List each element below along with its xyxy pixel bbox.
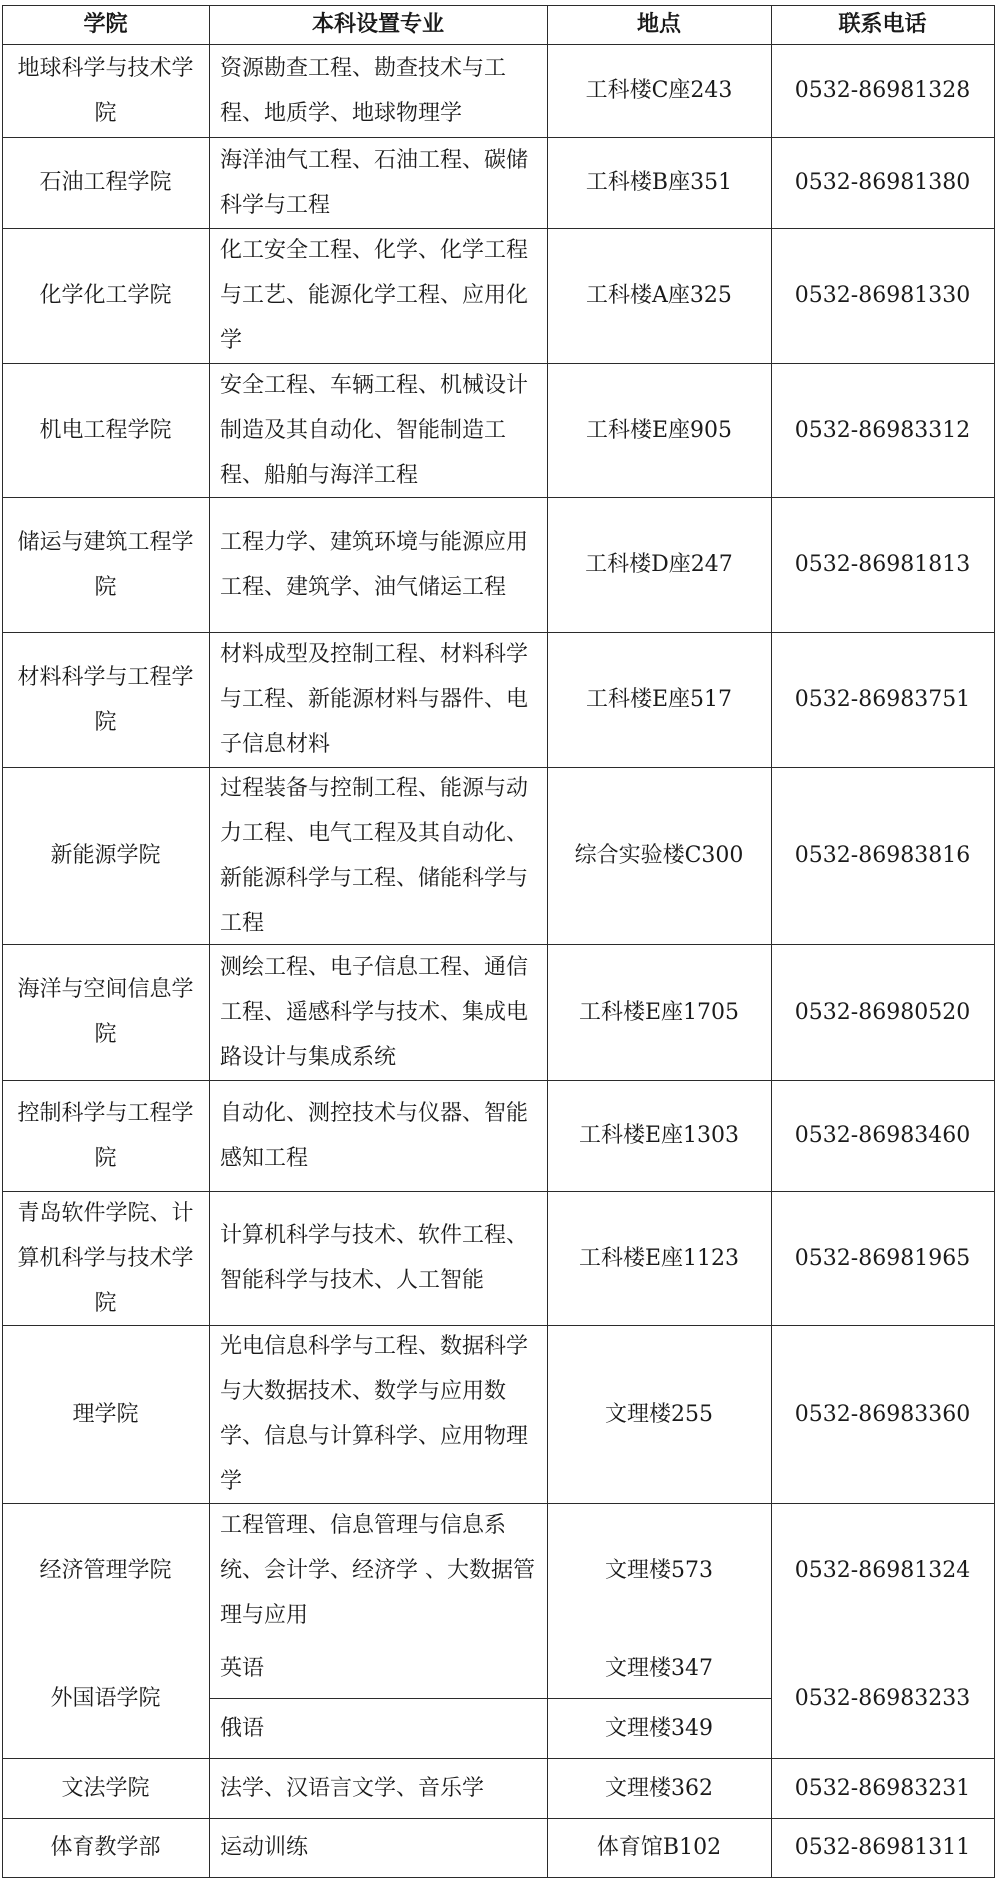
phone-cell (771, 1191, 994, 1325)
majors-text: 化工安全工程、化学、化学工程与工艺、能源化学工程、应用化学 (220, 238, 529, 353)
location-cell (547, 1698, 771, 1758)
header-location-text: 地点 (636, 11, 681, 37)
majors-text: 工程力学、建筑环境与能源应用工程、建筑学、油气储运工程 (220, 529, 529, 600)
majors-cell (209, 1818, 547, 1877)
majors-cell (209, 44, 547, 137)
phone-cell (771, 1638, 994, 1758)
college-name: 体育教学部 (50, 1835, 161, 1860)
majors-cell (209, 1638, 547, 1698)
majors-cell (209, 1325, 547, 1503)
college-name: 青岛软件学院、计算机科学与技术学院 (17, 1200, 194, 1316)
college-cell (2, 1503, 209, 1638)
college-cell (2, 632, 209, 767)
college-name: 理学院 (72, 1401, 139, 1427)
location-cell (547, 1638, 771, 1698)
majors-cell (209, 1503, 547, 1638)
location-text: 文理楼255 (605, 1401, 713, 1427)
header-college (2, 5, 209, 44)
location-text: 体育馆B102 (596, 1835, 722, 1860)
majors-cell (209, 137, 547, 228)
college-name: 石油工程学院 (39, 170, 172, 195)
college-cell (2, 944, 209, 1080)
location-cell (547, 1080, 771, 1191)
phone-number: 0532-86983231 (794, 1775, 971, 1801)
header-college-text: 学院 (83, 11, 128, 37)
location-text: 工科楼C座243 (585, 78, 733, 103)
college-name: 文法学院 (61, 1775, 150, 1801)
college-cell (2, 363, 209, 497)
phone-cell (771, 1080, 994, 1191)
college-cell (2, 44, 209, 137)
college-cell (2, 1818, 209, 1877)
phone-cell (771, 363, 994, 497)
majors-text: 英语 (220, 1655, 265, 1681)
college-cell (2, 1191, 209, 1325)
phone-cell (771, 767, 994, 944)
majors-cell (209, 767, 547, 944)
location-text: 综合实验楼C300 (574, 843, 744, 868)
college-cell (2, 1080, 209, 1191)
majors-cell (209, 228, 547, 363)
phone-cell (771, 228, 994, 363)
location-cell (547, 767, 771, 944)
majors-text: 海洋油气工程、石油工程、碳储科学与工程 (220, 147, 529, 218)
majors-text: 俄语 (220, 1715, 265, 1741)
location-text: 工科楼E座1705 (578, 999, 740, 1025)
location-cell (547, 497, 771, 632)
majors-text: 材料成型及控制工程、材料科学与工程、新能源材料与器件、电子信息材料 (220, 642, 529, 757)
location-text: 文理楼349 (605, 1715, 713, 1741)
phone-number: 0532-86983360 (794, 1401, 971, 1427)
phone-number: 0532-86983816 (794, 843, 971, 868)
location-cell (547, 632, 771, 767)
location-text: 文理楼362 (605, 1775, 713, 1801)
location-text: 工科楼E座905 (585, 417, 733, 443)
phone-number: 0532-86980520 (794, 999, 971, 1025)
phone-number: 0532-86983751 (794, 687, 971, 712)
location-text: 文理楼573 (605, 1558, 713, 1583)
phone-cell (771, 44, 994, 137)
majors-text: 计算机科学与技术、软件工程、智能科学与技术、人工智能 (220, 1223, 529, 1293)
phone-number: 0532-86981324 (794, 1558, 971, 1583)
location-text: 工科楼A座325 (586, 283, 732, 308)
phone-number: 0532-86981965 (794, 1245, 971, 1271)
phone-number: 0532-86981380 (794, 170, 971, 195)
header-phone-text: 联系电话 (838, 11, 927, 37)
college-cell (2, 1638, 209, 1758)
college-name: 地球科学与技术学院 (17, 55, 194, 126)
majors-cell (209, 1758, 547, 1818)
rule (2, 1877, 994, 1878)
location-cell (547, 1191, 771, 1325)
location-text: 工科楼E座1123 (578, 1245, 740, 1271)
phone-number: 0532-86983233 (794, 1685, 971, 1711)
header-majors-text: 本科设置专业 (311, 11, 444, 37)
header-location (547, 5, 771, 44)
location-cell (547, 1325, 771, 1503)
phone-cell (771, 944, 994, 1080)
college-cell (2, 497, 209, 632)
phone-cell (771, 1325, 994, 1503)
location-cell (547, 944, 771, 1080)
college-cell (2, 767, 209, 944)
phone-number: 0532-86983312 (794, 417, 971, 443)
college-name: 经济管理学院 (39, 1558, 172, 1583)
header-phone (771, 5, 994, 44)
college-cell (2, 1758, 209, 1818)
college-name: 海洋与空间信息学院 (17, 977, 194, 1047)
location-text: 工科楼E座1303 (578, 1123, 740, 1148)
majors-cell (209, 944, 547, 1080)
college-cell (2, 228, 209, 363)
college-name: 材料科学与工程学院 (17, 664, 194, 735)
majors-text: 过程装备与控制工程、能源与动力工程、电气工程及其自动化、新能源科学与工程、储能科学与工程 (220, 775, 529, 936)
majors-text: 自动化、测控技术与仪器、智能感知工程 (220, 1100, 529, 1171)
majors-text: 测绘工程、电子信息工程、通信工程、遥感科学与技术、集成电路设计与集成系统 (220, 954, 529, 1070)
majors-cell (209, 1191, 547, 1325)
phone-cell (771, 1758, 994, 1818)
location-text: 工科楼B座351 (585, 170, 733, 195)
location-cell (547, 228, 771, 363)
header-majors (209, 5, 547, 44)
majors-text: 安全工程、车辆工程、机械设计制造及其自动化、智能制造工程、船舶与海洋工程 (220, 372, 529, 488)
majors-text: 运动训练 (220, 1835, 309, 1860)
college-name: 控制科学与工程学院 (17, 1100, 194, 1171)
majors-cell (209, 497, 547, 632)
phone-number: 0532-86981328 (794, 78, 971, 103)
phone-cell (771, 1818, 994, 1877)
phone-cell (771, 632, 994, 767)
majors-cell (209, 1698, 547, 1758)
college-name: 外国语学院 (50, 1685, 161, 1711)
rule (994, 5, 995, 1878)
location-text: 文理楼347 (605, 1655, 713, 1681)
college-cell (2, 1325, 209, 1503)
phone-number: 0532-86981330 (794, 283, 971, 308)
location-cell (547, 44, 771, 137)
majors-cell (209, 632, 547, 767)
location-cell (547, 137, 771, 228)
location-cell (547, 363, 771, 497)
phone-number: 0532-86983460 (794, 1123, 971, 1148)
location-cell (547, 1818, 771, 1877)
phone-cell (771, 137, 994, 228)
college-name: 储运与建筑工程学院 (17, 529, 194, 600)
phone-cell (771, 1503, 994, 1638)
majors-text: 法学、汉语言文学、音乐学 (220, 1775, 485, 1801)
phone-cell (771, 497, 994, 632)
location-text: 工科楼D座247 (585, 552, 733, 577)
college-name: 机电工程学院 (39, 417, 172, 443)
majors-cell (209, 363, 547, 497)
college-name: 新能源学院 (50, 843, 161, 868)
college-cell (2, 137, 209, 228)
phone-number: 0532-86981311 (794, 1835, 971, 1860)
location-text: 工科楼E座517 (585, 687, 733, 712)
phone-number: 0532-86981813 (794, 552, 971, 577)
location-cell (547, 1758, 771, 1818)
majors-text: 光电信息科学与工程、数据科学与大数据技术、数学与应用数学、信息与计算科学、应用物理学 (220, 1334, 529, 1494)
majors-cell (209, 1080, 547, 1191)
college-name: 化学化工学院 (39, 283, 172, 308)
location-cell (547, 1503, 771, 1638)
majors-text: 资源勘查工程、勘查技术与工程、地质学、地球物理学 (220, 55, 507, 126)
majors-text: 工程管理、信息管理与信息系统、会计学、经济学 、大数据管理与应用 (220, 1513, 535, 1628)
